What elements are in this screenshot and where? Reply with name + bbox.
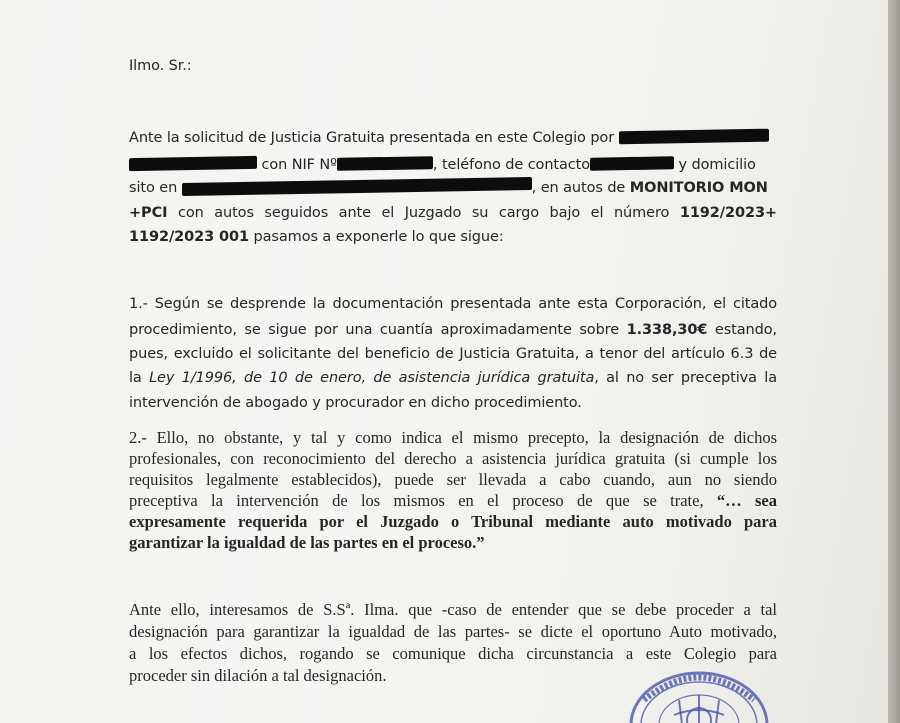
amount: 1.338,30€ bbox=[626, 322, 708, 338]
redacted-name bbox=[619, 129, 769, 145]
intro-text: teléfono de contacto bbox=[441, 157, 591, 173]
case-number: 1192/2023+ bbox=[679, 205, 777, 221]
intro-text: sito en bbox=[129, 180, 178, 196]
redacted-nif bbox=[337, 156, 433, 171]
redacted-phone bbox=[590, 156, 674, 170]
page-edge bbox=[888, 0, 900, 723]
p1-line-4 bbox=[129, 370, 777, 386]
intro-line-2: con NIF Nº , teléfono de contacto y domicilio bbox=[129, 157, 756, 173]
p1-text: la bbox=[129, 370, 142, 386]
p1-line-3: pues, excluido el solicitante del beneficio de Justicia Gratuita, a tenor del artículo 6.3 de bbox=[129, 346, 777, 362]
p1-text: estando, bbox=[714, 322, 778, 338]
procedure-suffix: +PCI bbox=[129, 205, 168, 221]
closing-line-3: a los efectos dichos, rogando se comunique dicha circunstancia a este Colegio para bbox=[129, 644, 777, 663]
intro-text: , en autos de bbox=[531, 180, 626, 196]
p1-text: procedimiento, se sigue por una cuantía aproximadamente sobre bbox=[129, 322, 620, 338]
p2-line-6: garantizar la igualdad de las partes en el proceso.” bbox=[129, 533, 485, 552]
redacted-address bbox=[182, 177, 532, 196]
p2-line-1: 2.- Ello, no obstante, y tal y como indica el mismo precepto, la designación de dichos bbox=[129, 428, 777, 447]
p2-line-4 bbox=[129, 491, 777, 511]
quote-start: “… sea bbox=[716, 491, 777, 510]
salutation: Ilmo. Sr.: bbox=[129, 58, 192, 74]
closing-line-2: designación para garantizar la igualdad de las partes- se dicte el oportuno Auto motivado, bbox=[129, 622, 777, 641]
p2-line-2: profesionales, con reconocimiento del derecho a asistencia jurídica gratuita (si cumple los bbox=[129, 449, 777, 468]
p1-line-2 bbox=[129, 322, 777, 338]
p2-line-3: requisitos legalmente establecidos), puede ser llevada a cabo cuando, aun no siendo bbox=[129, 470, 777, 489]
closing-line-4: proceder sin dilación a tal designación. bbox=[129, 666, 387, 685]
p1-line-1: 1.- Según se desprende la documentación presentada ante esta Corporación, el citado bbox=[129, 296, 777, 312]
case-number-2: 1192/2023 001 bbox=[129, 229, 250, 245]
intro-text: con NIF Nº bbox=[261, 157, 337, 173]
intro-text: pasamos a exponerle lo que sigue: bbox=[253, 229, 504, 245]
intro-line-4 bbox=[129, 205, 777, 221]
intro-line-5 bbox=[129, 229, 504, 245]
p2-line-5: expresamente requerida por el Juzgado o Tribunal mediante auto motivado para bbox=[129, 512, 777, 531]
p1-text: , al no ser preceptiva la bbox=[594, 370, 777, 386]
intro-text: y domicilio bbox=[678, 157, 756, 173]
p2-text: preceptiva la intervención de los mismos en el proceso de que se trate, bbox=[129, 491, 704, 510]
redacted-name-2 bbox=[129, 156, 257, 171]
p1-line-5: intervención de abogado y procurador en dicho procedimiento. bbox=[129, 395, 582, 411]
intro-line-3 bbox=[129, 180, 768, 196]
intro-text: Ante la solicitud de Justicia Gratuita presentada en este Colegio por bbox=[129, 130, 615, 146]
intro-text: con autos seguidos ante el Juzgado su cargo bajo el número bbox=[177, 205, 670, 221]
closing-line-1: Ante ello, interesamos de S.Sª. Ilma. que -caso de entender que se debe proceder a tal bbox=[129, 600, 777, 619]
law-reference: Ley 1/1996, de 10 de enero, de asistencia jurídica gratuita bbox=[149, 370, 595, 386]
intro-line-1 bbox=[129, 130, 769, 146]
official-seal-icon bbox=[624, 660, 774, 723]
procedure-type: MONITORIO MON bbox=[629, 180, 768, 196]
